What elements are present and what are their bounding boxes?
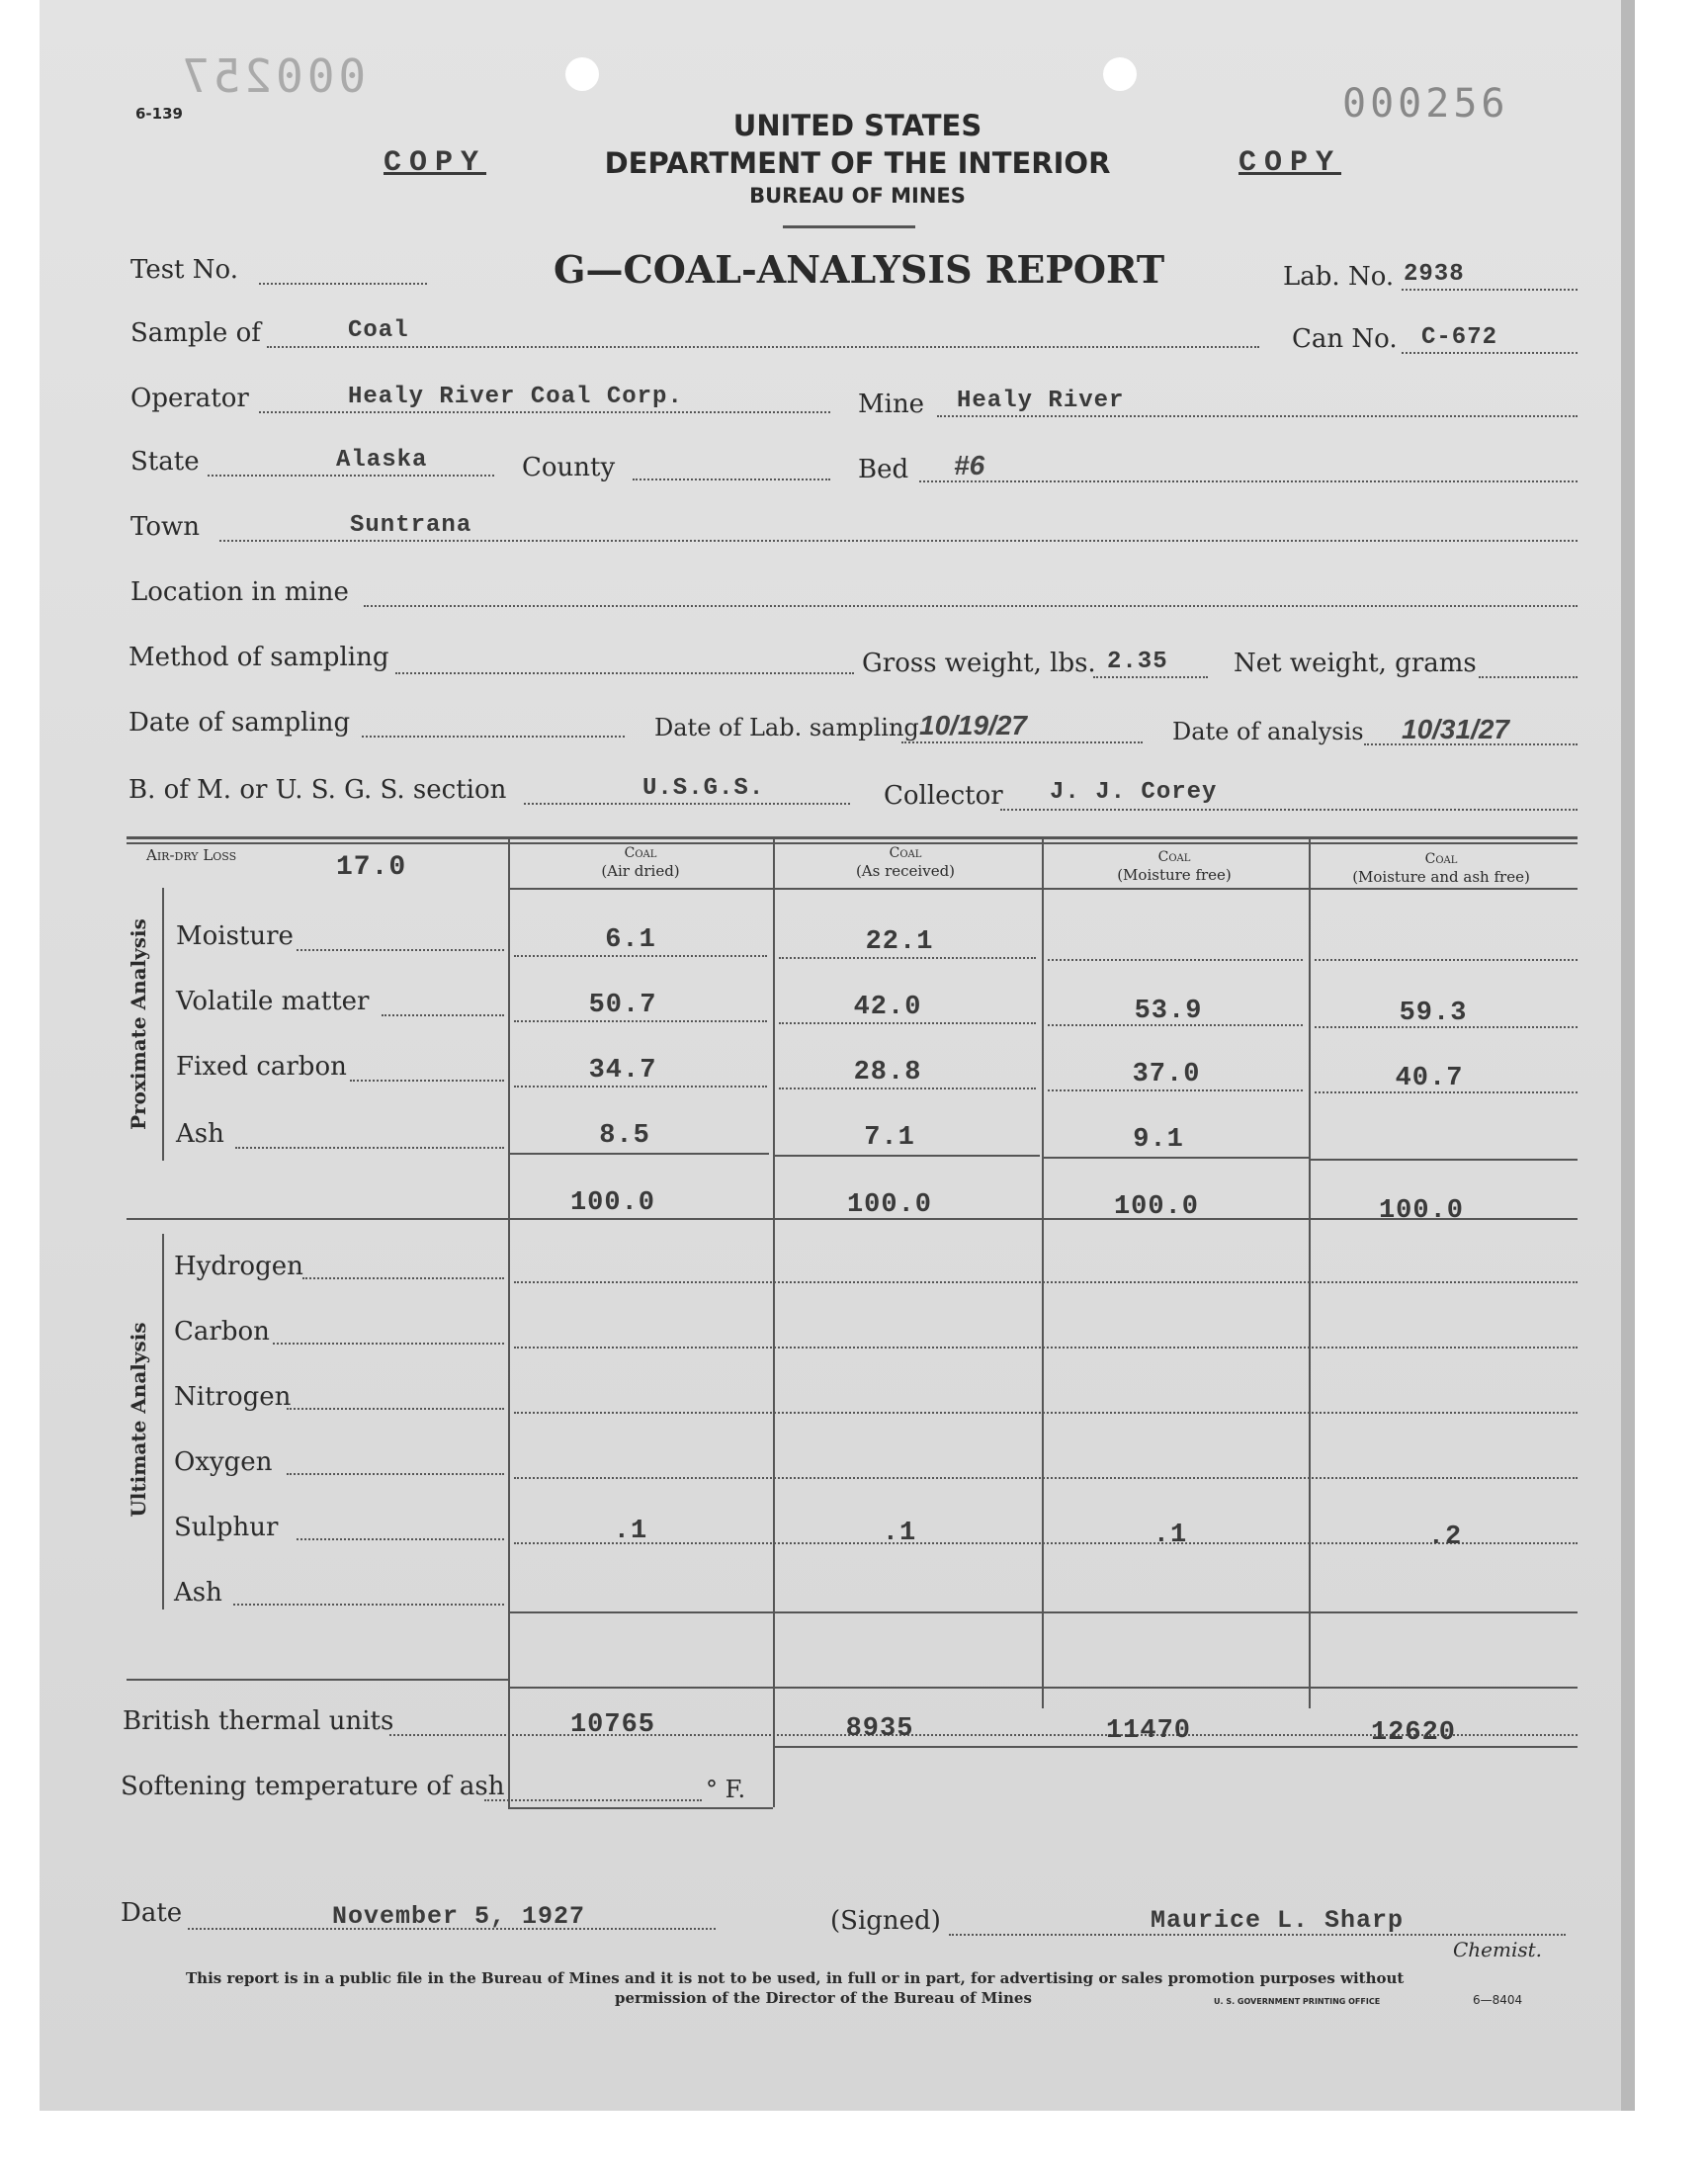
collector-value: J. J. Corey <box>1050 779 1218 806</box>
notice-line-1: This report is in a public file in the Bureau of Mines and it is not to be used, in full or in part, for advertising or sales promotion purposes without <box>186 1969 1405 1987</box>
ultimate-cell-line <box>514 1412 1578 1414</box>
form-number: 6-139 <box>135 105 183 123</box>
sample-label: Sample of <box>130 318 261 348</box>
value-fixed-carbon-moisture-free: 37.0 <box>1132 1060 1201 1089</box>
softening-bottom-rule <box>508 1807 773 1809</box>
total-moisture-free: 100.0 <box>1113 1192 1199 1222</box>
col-header-sub: (Air dried) <box>601 862 680 880</box>
row-dots-nitrogen <box>287 1408 504 1410</box>
stamp-number-faded: 000257 <box>178 49 367 103</box>
value-ash-air-dried: 8.5 <box>599 1121 650 1151</box>
mine-label: Mine <box>858 390 925 419</box>
total-air-dried: 100.0 <box>569 1188 655 1218</box>
col-divider-1 <box>508 836 510 1807</box>
report-date: November 5, 1927 <box>332 1902 586 1931</box>
col-header-sub: (Moisture free) <box>1117 866 1232 884</box>
date-lab-line <box>901 741 1143 743</box>
can-no-line <box>1402 352 1578 354</box>
test-no-label: Test No. <box>130 255 238 285</box>
proximate-bracket <box>162 888 164 1161</box>
air-dry-loss-label: Air-dry Loss <box>146 846 237 864</box>
date-label: Date <box>121 1898 183 1928</box>
sum-rule <box>508 1153 769 1155</box>
total-maf: 100.0 <box>1378 1196 1464 1226</box>
row-label-fixed-carbon: Fixed carbon <box>176 1052 347 1082</box>
bed-value: #6 <box>954 450 985 480</box>
state-value: Alaska <box>336 447 428 474</box>
value-fixed-carbon-maf: 40.7 <box>1395 1064 1464 1093</box>
stamp-number: 000256 <box>1342 81 1509 127</box>
collector-line <box>1000 809 1578 811</box>
header-line-2: DEPARTMENT OF THE INTERIOR <box>604 146 1111 180</box>
col-header-sub: (Moisture and ash free) <box>1352 868 1530 886</box>
date-sampling-line <box>362 736 625 738</box>
lab-no-label: Lab. No. <box>1283 262 1395 292</box>
softening-line <box>484 1799 702 1801</box>
row-dots-fixed-carbon <box>350 1080 504 1082</box>
notice-line-2: permission of the Director of the Bureau of Mines <box>615 1989 1032 2007</box>
bed-line <box>919 480 1578 482</box>
ultimate-cell-line <box>514 1477 1578 1479</box>
cell-line <box>779 1022 1036 1024</box>
cell-line <box>514 1086 767 1088</box>
btu-bottom-rule <box>773 1746 1578 1748</box>
row-dots-carbon <box>273 1343 504 1345</box>
ultimate-bottom-rule-left <box>127 1679 508 1681</box>
gross-weight-value: 2.35 <box>1107 649 1168 675</box>
net-weight-label: Net weight, grams <box>1234 649 1477 678</box>
ultimate-cell-line <box>514 1347 1578 1348</box>
row-dots-sulphur <box>297 1538 504 1540</box>
row-dots-ultimate-ash <box>233 1604 504 1606</box>
county-line <box>633 478 830 480</box>
value-sulphur-moisture-free: .1 <box>1153 1521 1188 1550</box>
row-label-hydrogen: Hydrogen <box>174 1252 303 1281</box>
value-ash-as-received: 7.1 <box>864 1123 915 1153</box>
col-header-air-dried <box>512 844 769 880</box>
col-header-top: Coal <box>1157 849 1191 865</box>
date-sampling-label: Date of sampling <box>128 708 351 738</box>
row-dots-hydrogen <box>302 1277 504 1279</box>
mine-value: Healy River <box>957 388 1125 414</box>
value-sulphur-as-received: .1 <box>882 1519 917 1548</box>
ultimate-sum-rule <box>508 1611 1578 1613</box>
col-header-maf <box>1313 850 1570 886</box>
header-line-3: BUREAU OF MINES <box>749 184 966 208</box>
section-value: U.S.G.S. <box>642 775 765 802</box>
signed-label: (Signed) <box>830 1906 941 1936</box>
row-label-nitrogen: Nitrogen <box>174 1382 292 1412</box>
col-divider-4 <box>1309 836 1311 1708</box>
test-no-line <box>259 283 427 285</box>
value-moisture-as-received: 22.1 <box>865 927 934 957</box>
softening-unit: ° F. <box>706 1776 746 1803</box>
col-header-top: Coal <box>624 845 657 861</box>
cell-line <box>1315 959 1578 961</box>
sample-line <box>267 346 1259 348</box>
value-ash-moisture-free: 9.1 <box>1133 1125 1184 1155</box>
btu-as-received: 8935 <box>845 1714 914 1744</box>
col-divider-2 <box>773 836 775 1807</box>
row-dots-oxygen <box>287 1473 504 1475</box>
print-code: 6—8404 <box>1473 1993 1523 2007</box>
row-label-sulphur: Sulphur <box>174 1513 279 1542</box>
town-value: Suntrana <box>350 512 472 539</box>
header-rule <box>783 225 915 228</box>
cell-line <box>514 955 767 957</box>
col-header-top: Coal <box>889 845 922 861</box>
date-lab-value: 10/19/27 <box>919 710 1027 740</box>
value-volatile-maf: 59.3 <box>1399 999 1468 1028</box>
btu-label: British thermal units <box>123 1706 394 1736</box>
cell-line <box>1048 959 1303 961</box>
row-label-oxygen: Oxygen <box>174 1447 273 1477</box>
method-line <box>395 672 854 674</box>
ultimate-cell-line <box>514 1281 1578 1283</box>
cell-line <box>779 1088 1036 1089</box>
signature: Maurice L. Sharp <box>1151 1906 1405 1935</box>
value-volatile-moisture-free: 53.9 <box>1134 997 1203 1026</box>
location-label: Location in mine <box>130 577 349 607</box>
value-moisture-air-dried: 6.1 <box>605 925 656 955</box>
value-sulphur-maf: .2 <box>1427 1522 1463 1552</box>
btu-moisture-free: 11470 <box>1105 1716 1191 1746</box>
header-bottom-rule <box>508 888 1578 890</box>
row-dots-volatile <box>382 1014 504 1016</box>
collector-label: Collector <box>884 781 1003 811</box>
row-label-carbon: Carbon <box>174 1317 270 1347</box>
sum-rule <box>1309 1159 1578 1161</box>
method-label: Method of sampling <box>128 643 389 672</box>
operator-line <box>259 411 830 413</box>
col-header-top: Coal <box>1424 851 1458 867</box>
lab-no-line <box>1402 289 1578 291</box>
gross-weight-line <box>1093 676 1208 678</box>
state-label: State <box>130 447 200 477</box>
mine-line <box>937 415 1578 417</box>
report-title: G—COAL-ANALYSIS REPORT <box>554 247 1165 292</box>
col-divider-3 <box>1042 836 1044 1708</box>
row-label-ash: Ash <box>176 1119 224 1149</box>
col-header-sub: (As received) <box>855 862 956 880</box>
ultimate-bottom-rule-right <box>508 1687 1578 1689</box>
row-dots-moisture <box>297 949 504 951</box>
proximate-label: Proximate Analysis <box>127 918 150 1130</box>
copy-mark-left: COPY <box>384 146 487 180</box>
copy-mark-right: COPY <box>1238 146 1342 180</box>
bed-label: Bed <box>858 455 909 484</box>
table-top-rule <box>127 836 1578 839</box>
row-label-volatile: Volatile matter <box>176 987 370 1016</box>
ultimate-label: Ultimate Analysis <box>127 1322 150 1518</box>
sum-rule <box>773 1155 1040 1157</box>
col-header-as-received <box>777 844 1034 880</box>
air-dry-loss-value: 17.0 <box>336 852 407 883</box>
operator-label: Operator <box>130 384 249 413</box>
lab-no-value: 2938 <box>1404 261 1465 288</box>
net-weight-line <box>1479 676 1578 678</box>
date-analysis-label: Date of analysis <box>1172 718 1364 745</box>
section-line <box>524 803 850 805</box>
cell-line <box>779 957 1036 959</box>
section-label: B. of M. or U. S. G. S. section <box>128 775 507 805</box>
row-dots-ash <box>235 1147 504 1149</box>
value-fixed-carbon-as-received: 28.8 <box>853 1058 922 1088</box>
proximate-bottom-rule <box>127 1218 1578 1220</box>
town-line <box>219 540 1578 542</box>
value-fixed-carbon-air-dried: 34.7 <box>588 1056 657 1086</box>
col-header-moisture-free <box>1046 848 1303 884</box>
ultimate-bracket <box>162 1234 164 1610</box>
value-volatile-as-received: 42.0 <box>853 993 922 1022</box>
header-line-1: UNITED STATES <box>732 109 982 142</box>
row-label-moisture: Moisture <box>176 921 294 951</box>
can-no-value: C-672 <box>1421 324 1498 351</box>
chemist-label: Chemist. <box>1453 1938 1543 1961</box>
location-line <box>364 605 1578 607</box>
date-analysis-value: 10/31/27 <box>1402 714 1509 744</box>
printing-office: U. S. GOVERNMENT PRINTING OFFICE <box>1214 1997 1381 2006</box>
cell-line <box>514 1020 767 1022</box>
row-label-ultimate-ash: Ash <box>174 1578 222 1608</box>
total-as-received: 100.0 <box>846 1190 932 1220</box>
cell-line <box>1048 1089 1303 1091</box>
gross-weight-label: Gross weight, lbs. <box>862 649 1096 678</box>
value-sulphur-air-dried: .1 <box>613 1517 648 1546</box>
sample-value: Coal <box>348 317 409 344</box>
value-volatile-air-dried: 50.7 <box>588 991 657 1020</box>
operator-value: Healy River Coal Corp. <box>348 384 683 410</box>
county-label: County <box>522 453 616 482</box>
btu-air-dried: 10765 <box>569 1710 655 1740</box>
btu-maf: 12620 <box>1370 1718 1456 1748</box>
sum-rule <box>1042 1157 1309 1159</box>
punch-hole-left <box>565 57 599 91</box>
state-line <box>208 475 494 477</box>
punch-hole-right <box>1103 57 1137 91</box>
can-no-label: Can No. <box>1292 324 1398 354</box>
town-label: Town <box>130 512 200 542</box>
softening-label: Softening temperature of ash <box>121 1772 505 1801</box>
date-lab-label: Date of Lab. sampling <box>654 714 919 741</box>
